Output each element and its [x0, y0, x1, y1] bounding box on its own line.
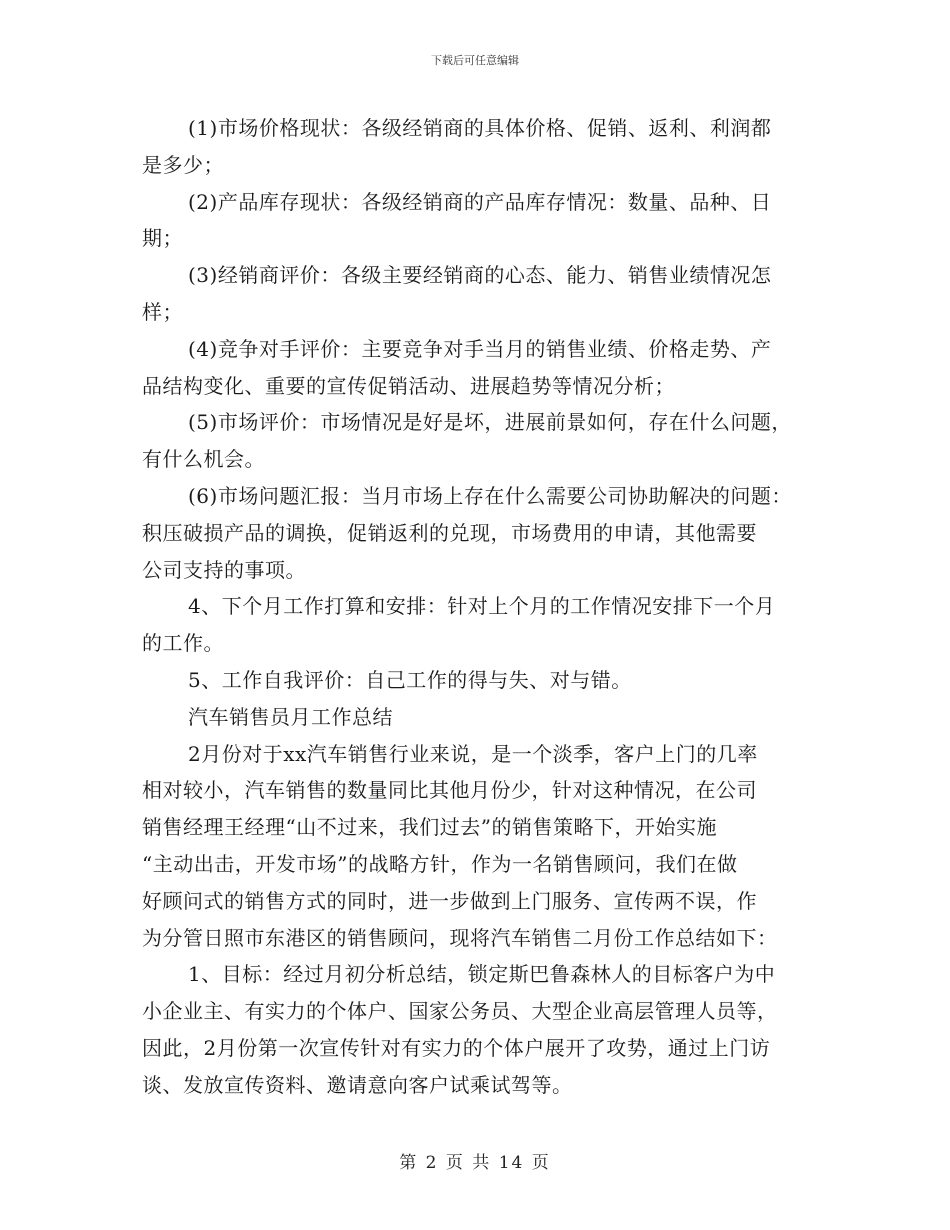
- paragraph-line: 4、下个月工作打算和安排：针对上个月的工作情况安排下一个月: [188, 594, 776, 619]
- paragraph-line: 品结构变化、重要的宣传促销活动、进展趋势等情况分析；: [142, 373, 675, 398]
- page-number-footer: 第 2 页 共 14 页: [399, 1153, 551, 1173]
- paragraph-line: 是多少；: [142, 152, 224, 177]
- paragraph-line: 谈、发放宣传资料、邀请意向客户试乘试驾等。: [142, 1072, 573, 1097]
- paragraph-line: (4)竞争对手评价：主要竞争对手当月的销售业绩、价格走势、产: [188, 336, 772, 361]
- paragraph-line: 相对较小，汽车销售的数量同比其他月份少，针对这种情况，在公司: [142, 778, 757, 803]
- paragraph-line: 因此，2月份第一次宣传针对有实力的个体户展开了攻势，通过上门访: [142, 1035, 771, 1060]
- paragraph-line: (6)市场问题汇报：当月市场上存在什么需要公司协助解决的问题：: [188, 483, 792, 508]
- paragraph-line: 样；: [142, 299, 183, 324]
- paragraph-line: 期；: [142, 226, 183, 251]
- body-text: [142, 110, 822, 1104]
- paragraph-line: 有什么机会。: [142, 447, 265, 472]
- paragraph-line: 5、工作自我评价：自己工作的得与失、对与错。: [188, 667, 632, 692]
- paragraph-line: 1、目标：经过月初分析总结，锁定斯巴鲁森林人的目标客户为中: [188, 962, 776, 987]
- paragraph-line: 小企业主、有实力的个体户、国家公务员、大型企业高层管理人员等，: [142, 999, 778, 1024]
- paragraph-line: “主动出击，开发市场”的战略方针，作为一名销售顾问，我们在做: [142, 851, 738, 876]
- paragraph-line: 公司支持的事项。: [142, 557, 306, 582]
- paragraph-line: (2)产品库存现状：各级经销商的产品库存情况：数量、品种、日: [188, 189, 772, 214]
- paragraph-line: (1)市场价格现状：各级经销商的具体价格、促销、返利、利润都: [188, 116, 772, 140]
- paragraph-line: 2月份对于xx汽车销售行业来说，是一个淡季，客户上门的几率: [188, 741, 758, 766]
- page-header: 下载后可任意编辑: [431, 54, 519, 67]
- paragraph-line: 的工作。: [142, 631, 224, 656]
- section-title: 汽车销售员月工作总结: [188, 704, 393, 729]
- paragraph-line: 销售经理王经理“山不过来，我们过去”的销售策略下，开始实施: [142, 815, 717, 840]
- paragraph-line: 好顾问式的销售方式的同时，进一步做到上门服务、宣传两不误，作: [142, 888, 757, 913]
- paragraph-line: (3)经销商评价：各级主要经销商的心态、能力、销售业绩情况怎: [188, 263, 772, 288]
- paragraph-line: 积压破损产品的调换，促销返利的兑现，市场费用的申请，其他需要: [142, 520, 757, 545]
- paragraph-line: (5)市场评价：市场情况是好是坏，进展前景如何，存在什么问题，: [188, 410, 792, 435]
- paragraph-line: 为分管日照市东港区的销售顾问，现将汽车销售二月份工作总结如下：: [142, 925, 778, 950]
